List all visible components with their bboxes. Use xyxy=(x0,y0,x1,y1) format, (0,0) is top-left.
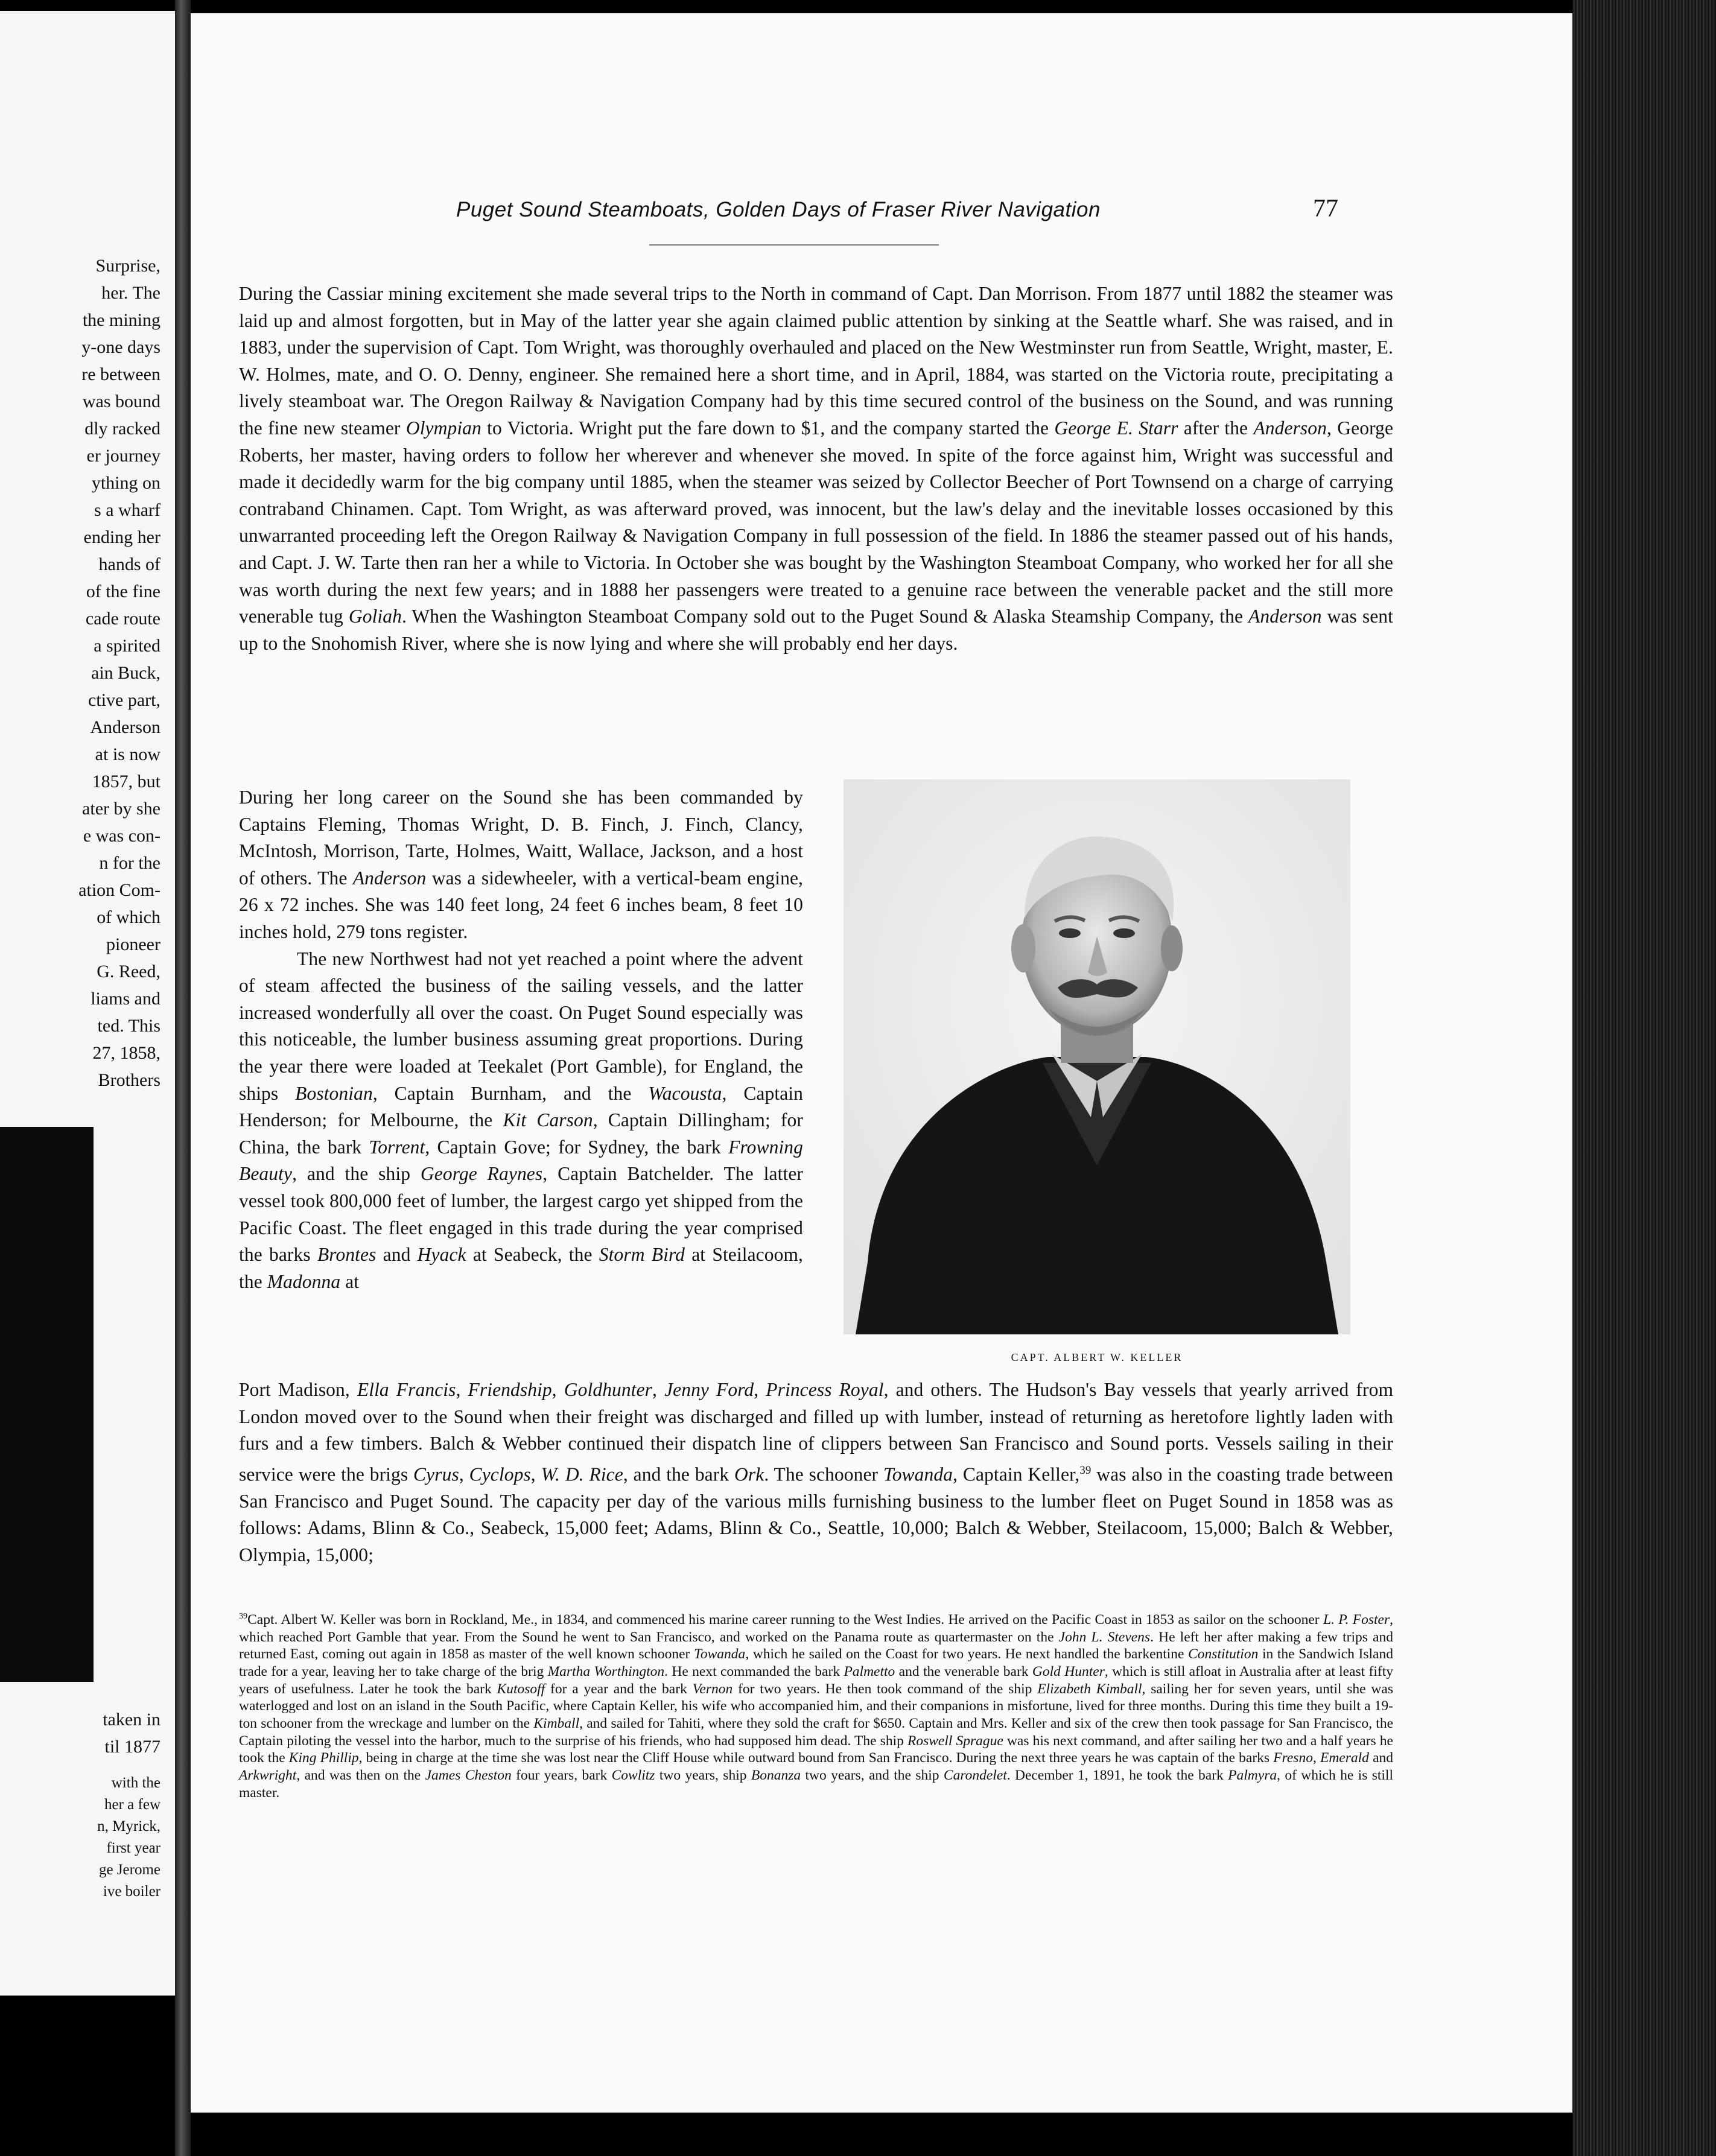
left-page-line: ything on xyxy=(91,473,160,493)
left-page-line: the mining xyxy=(82,310,160,330)
left-page-text-top xyxy=(0,252,160,1094)
left-page-line: s a wharf xyxy=(94,500,160,520)
left-page-line: pioneer xyxy=(106,934,160,954)
photo-caption: CAPT. ALBERT W. KELLER xyxy=(1011,1351,1183,1363)
body-bottom-section xyxy=(239,1377,1393,1569)
left-page-line: y-one days xyxy=(81,337,160,357)
main-page xyxy=(191,13,1572,2113)
left-page-line: of which xyxy=(97,907,160,927)
left-page-line: ge Jerome xyxy=(98,1862,160,1878)
left-page-line: ater by she xyxy=(82,799,160,819)
left-page-line: re between xyxy=(81,364,160,384)
body-left-column xyxy=(239,784,803,1295)
paragraph-top: During the Cassiar mining excitement she made several trips to the North in command of Capt. Dan Morrison. From 1877 until 1882 the steamer was laid up and almost forgotten, but in May of the latter year she again claimed public attention by sinking at the Seattle wharf. She was raised, and in 1883, under the supervision of Capt. Tom Wright, was thoroughly overhauled and placed on the New Westminster run from Seattle, Wright, master, E. W. Holmes, mate, and O. O. Denny, engineer. She remained here a short time, and in April, 1884, was started on the Victoria route, precipitating a lively steamboat war. The Oregon Railway & Navigation Company had by this time secured control of the business on the Sound, and was running the fine new steamer Olympian to Victoria. Wright put the fare down to $1, and the company started the George E. Starr after the Anderson, George Roberts, her master, having orders to follow her wherever and whenever she moved. In spite of the force against him, Wright was successful and made it decidedly warm for the big company until 1885, when the steamer was seized by Collector Beecher of Port Townsend on a charge of carrying contraband Chinamen. Capt. Tom Wright, as was afterward proved, was innocent, but the law's delay and the inevitable losses occasioned by this unwarranted proceeding left the Oregon Railway & Navigation Company in full possession of the field. In 1886 the steamer passed out of his hands, and Capt. J. W. Tarte then ran her a while to Victoria. In October she was bought by the Washington Steamboat Company, who worked her for all she was worth during the next few years; and in 1888 her passengers were treated to a genuine race between the venerable packet and the still more venerable tug Goliah. When the Washington Steamboat Company sold out to the Puget Sound & Alaska Steamship Company, the Anderson was sent up to the Snohomish River, where she is now lying and where she will probably end her days. xyxy=(239,283,1394,654)
left-page-line: er journey xyxy=(86,446,160,466)
portrait-image xyxy=(844,779,1350,1334)
left-page-line: 1857, but xyxy=(92,772,160,791)
left-page-line: ted. This xyxy=(97,1016,160,1036)
left-page-line: n for the xyxy=(99,853,160,873)
left-page-line: of the fine xyxy=(86,582,160,601)
portrait-photo xyxy=(844,779,1350,1334)
left-page-line: liams and xyxy=(91,989,160,1009)
left-page-line: ending her xyxy=(83,527,160,547)
paragraph-captains: During her long career on the Sound she has been commanded by Captains Fleming, Thomas Wright, D. B. Finch, J. Finch, Clancy, McIntosh, Morrison, Tarte, Holmes, Waitt, Wallace, Jackson, and a host of others. The Anderson was a sidewheeler, with a vertical-beam engine, 26 x 72 inches. She was 140 feet long, 24 feet 6 inches beam, 8 feet 10 inches hold, 279 tons register. xyxy=(239,787,804,942)
left-page-line: dly racked xyxy=(84,419,160,439)
left-page-line: Anderson xyxy=(90,717,160,737)
running-header: Puget Sound Steamboats, Golden Days of Fraser River Navigation xyxy=(456,198,1101,221)
left-page-line: Surprise, xyxy=(95,256,160,276)
left-page-line: ain Buck, xyxy=(91,663,160,683)
book-page-edges xyxy=(1572,0,1716,2156)
left-page-line: with the xyxy=(111,1775,160,1791)
left-page-line: a spirited xyxy=(94,636,160,656)
left-page-fragment xyxy=(0,11,175,1996)
footnote: $^{39}$Capt. Albert W. Keller was born in Rockland, Me., in 1834, and commenced his marine career running to the West Indies. He arrived on the Pacific Coast in 1853 as sailor on the schooner L. P. Foster, which reached Port Gamble that year. From the Sound he went to San Francisco, and worked on the Panama route as quartermaster on the John L. Stevens. He left her after making a few trips and returned East, coming out again in 1858 as master of the well known schooner Towanda, which he sailed on the Coast for two years. He next handled the barkentine Constitution in the Sandwich Island trade for a year, leaving her to take charge of the brig Martha Worthington. He next commanded the bark Palmetto and the venerable bark Gold Hunter, which is still afloat in Australia after at least fifty years of usefulness. Later he took the bark Kutosoff for a year and the bark Vernon for two years. He then took command of the ship Elizabeth Kimball, sailing her for seven years, until she was waterlogged and lost on an island in the South Pacific, where Captain Keller, his wife who accompanied him, and their companions in misfortune, lived for three months. During this time they built a 19-ton schooner from the wreckage and lumber on the Kimball, and sailed for Tahiti, where they sold the craft for $650. Captain and Mrs. Keller and six of the crew then took passage for San Francisco, the Captain piloting the vessel into the harbor, much to the surprise of his friends, who had supposed him dead. The ship Roswell Sprague was his next command, and after sailing her two and a half years he took the King Phillip, being in charge at the time she was lost near the Cliff House while outward bound from San Francisco. During the next three years he was captain of the barks Fresno, Emerald and Arkwright, and was then on the James Cheston four years, bark Cowlitz two years, ship Bonanza two years, and the ship Carondelet. December 1, 1891, he took the bark Palmyra, of which he is still master. xyxy=(239,1611,1393,1801)
left-page-line: n, Myrick, xyxy=(97,1818,160,1834)
header-rule xyxy=(649,244,939,246)
left-page-line: ctive part, xyxy=(88,690,160,710)
left-page-line: til 1877 xyxy=(104,1737,160,1757)
left-page-line: first year xyxy=(106,1840,160,1856)
left-page-black-image xyxy=(0,1127,94,1682)
page-gutter xyxy=(175,0,191,2156)
left-page-line: Brothers xyxy=(98,1070,160,1090)
left-page-line: was bound xyxy=(82,392,160,411)
left-page-line: her a few xyxy=(104,1796,160,1813)
left-page-line: ive boiler xyxy=(103,1883,160,1900)
left-page-line: her. The xyxy=(101,283,160,303)
body-top-section xyxy=(239,281,1393,657)
left-page-line: G. Reed, xyxy=(97,962,160,981)
left-page-line: at is now xyxy=(95,744,160,764)
left-page-line: taken in xyxy=(103,1710,160,1730)
left-page-line: hands of xyxy=(98,554,160,574)
page-number: 77 xyxy=(1313,195,1338,223)
left-page-text-bottom xyxy=(0,1772,160,1903)
left-page-line: cade route xyxy=(85,609,160,629)
paragraph-northwest: The new Northwest had not yet reached a point where the advent of steam affected the business of the sailing vessels, and the latter increased wonderfully all over the coast. On Puget Sound especially was this noticeable, the lumber business assuming great proportions. During the year there were loaded at Teekalet (Port Gamble), for England, the ships Bostonian, Captain Burnham, and the Wacousta, Captain Henderson; for Melbourne, the Kit Carson, Captain Dillingham; for China, the bark Torrent, Captain Gove; for Sydney, the bark Frowning Beauty, and the ship George Raynes, Captain Batchelder. The latter vessel took 800,000 feet of lumber, the largest cargo yet shipped from the Pacific Coast. The fleet engaged in this trade during the year comprised the barks Brontes and Hyack at Seabeck, the Storm Bird at Steilacoom, the Madonna at xyxy=(239,948,804,1292)
left-page-line: e was con- xyxy=(83,826,160,846)
left-page-text-middle xyxy=(0,1706,160,1760)
left-page-line: ation Com- xyxy=(78,880,160,900)
paragraph-bottom: Port Madison, Ella Francis, Friendship, Goldhunter, Jenny Ford, Princess Royal, and others. The Hudson's Bay vessels that yearly arrived from London moved over to the Sound when their freight was discharged and filled up with lumber, instead of returning as heretofore lightly laden with furs and a few timbers. Balch & Webber continued their dispatch line of clippers between San Francisco and Sound ports. Vessels sailing in their service were the brigs Cyrus, Cyclops, W. D. Rice, and the bark Ork. The schooner Towanda, Captain Keller,$^{39}$ was also in the coasting trade between San Francisco and Puget Sound. The capacity per day of the various mills furnishing business to the lumber fleet on Puget Sound in 1858 was as follows: Adams, Blinn & Co., Seabeck, 15,000 feet; Adams, Blinn & Co., Seattle, 10,000; Balch & Webber, Steilacoom, 15,000; Balch & Webber, Olympia, 15,000; xyxy=(239,1379,1394,1566)
left-page-line: 27, 1858, xyxy=(92,1043,160,1063)
